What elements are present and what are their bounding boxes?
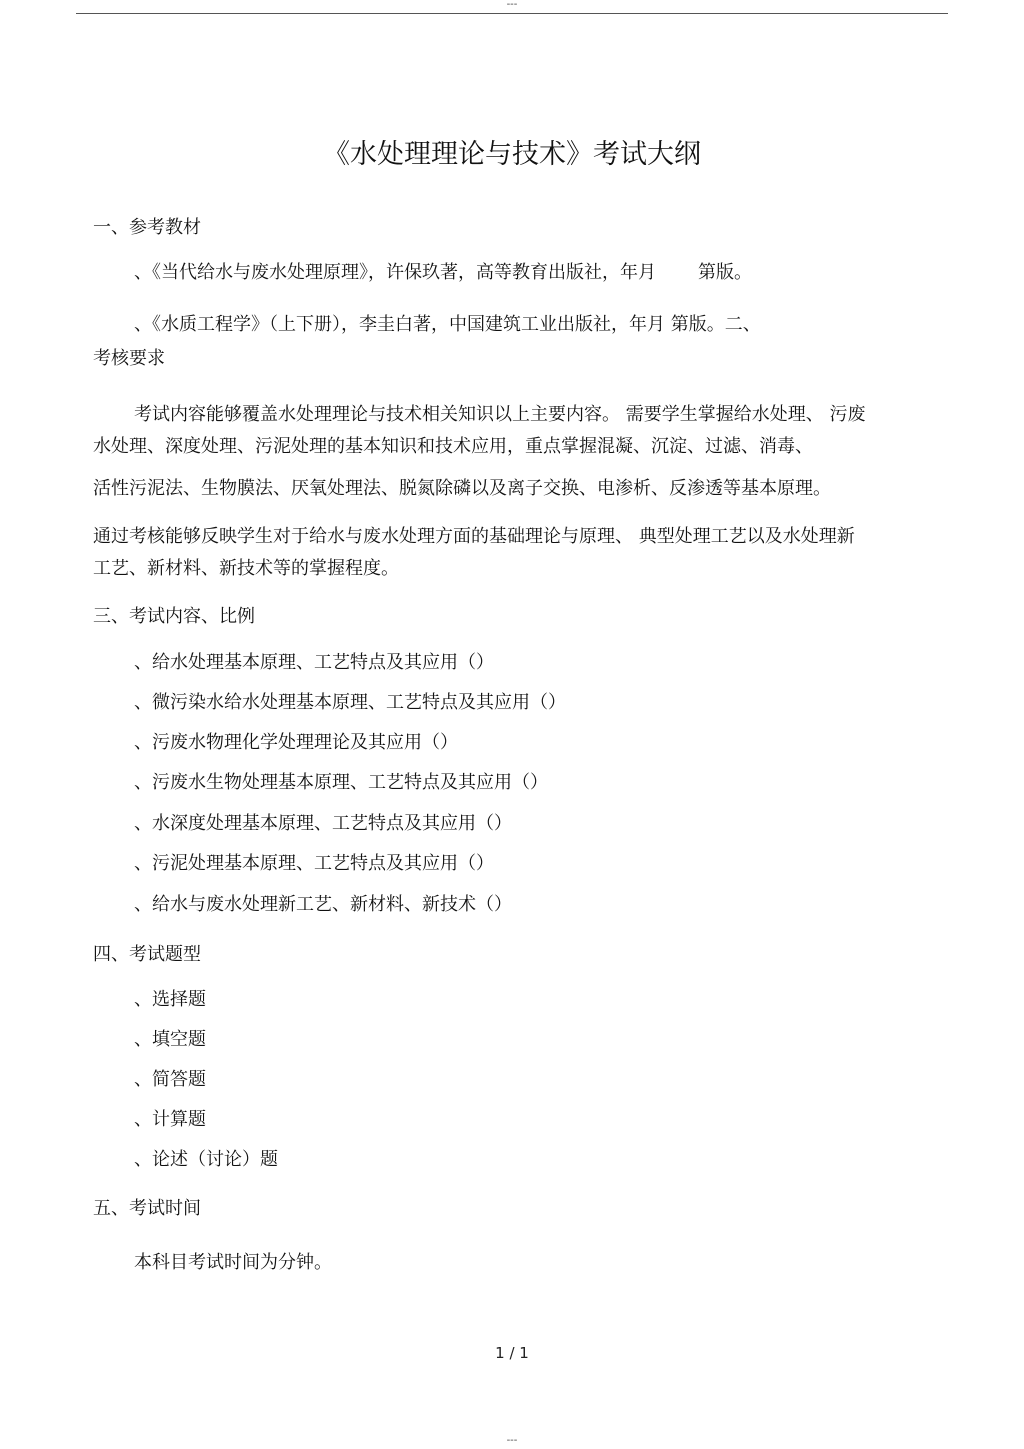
reference-book-1-text: 、《当代给水与废水处理原理》，许保玖著，高等教育出版社，年月 xyxy=(134,262,656,283)
section-1-heading: 一、参考教材 xyxy=(93,217,201,238)
question-type-item: 、选择题 xyxy=(134,989,206,1010)
requirements-paragraph-2-line-2: 工艺、新材料、新技术等的掌握程度。 xyxy=(93,558,399,579)
requirements-paragraph-1-line-1: 考试内容能够覆盖水处理理论与技术相关知识以上主要内容。 需要学生掌握给水处理、 污废 xyxy=(134,404,866,425)
content-item: 、污废水生物处理基本原理、工艺特点及其应用（） xyxy=(134,772,548,793)
question-type-item: 、论述（讨论）题 xyxy=(134,1149,278,1170)
reference-book-1-edition: 第版。 xyxy=(698,262,752,283)
section-5-heading: 五、考试时间 xyxy=(93,1198,201,1219)
content-item: 、微污染水给水处理基本原理、工艺特点及其应用（） xyxy=(134,692,566,713)
reference-book-2: 、《水质工程学》（上下册），李圭白著，中国建筑工业出版社，年月 第版。二、 xyxy=(134,314,761,335)
content-item: 、水深度处理基本原理、工艺特点及其应用（） xyxy=(134,813,512,834)
header-rule xyxy=(76,13,948,14)
page-title: 《水处理理论与技术》考试大纲 xyxy=(323,139,701,170)
content-item: 、给水与废水处理新工艺、新材料、新技术（） xyxy=(134,894,512,915)
question-type-item: 、计算题 xyxy=(134,1109,206,1130)
requirements-paragraph-2-line-1: 通过考核能够反映学生对于给水与废水处理方面的基础理论与原理、 典型处理工艺以及水处理新 xyxy=(93,526,855,547)
header-mark: --- xyxy=(506,0,518,10)
content-item: 、污泥处理基本原理、工艺特点及其应用（） xyxy=(134,853,494,874)
page-number: 1 / 1 xyxy=(495,1344,529,1362)
exam-time-text: 本科目考试时间为分钟。 xyxy=(134,1252,332,1273)
question-type-item: 、填空题 xyxy=(134,1029,206,1050)
question-type-item: 、简答题 xyxy=(134,1069,206,1090)
footer-mark: --- xyxy=(506,1435,518,1446)
requirements-paragraph-1-line-3: 活性污泥法、生物膜法、厌氧处理法、脱氮除磷以及离子交换、电渗析、反渗透等基本原理。 xyxy=(93,478,831,499)
reference-book-1 xyxy=(134,260,752,286)
content-item: 、污废水物理化学处理理论及其应用（） xyxy=(134,732,458,753)
section-2-heading: 考核要求 xyxy=(93,348,165,369)
content-item: 、给水处理基本原理、工艺特点及其应用（） xyxy=(134,652,494,673)
section-3-heading: 三、考试内容、比例 xyxy=(93,606,255,627)
section-4-heading: 四、考试题型 xyxy=(93,944,201,965)
requirements-paragraph-1-line-2: 水处理、深度处理、污泥处理的基本知识和技术应用，重点掌握混凝、沉淀、过滤、消毒、 xyxy=(93,436,813,457)
